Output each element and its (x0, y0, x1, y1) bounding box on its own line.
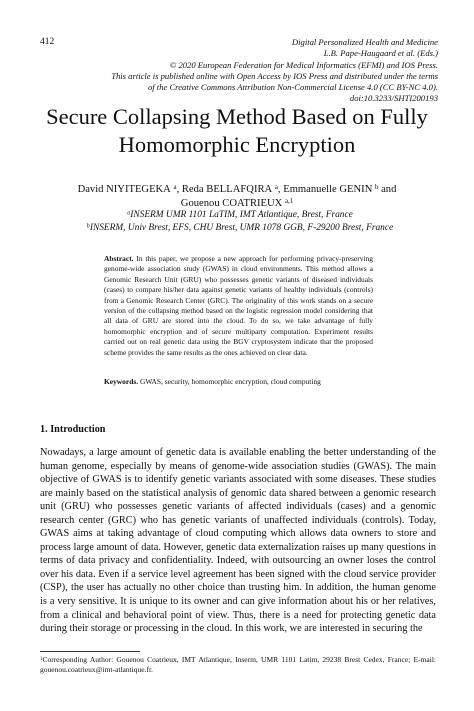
footnote (40, 655, 436, 676)
title-line: Secure Collapsing Method Based on Fully (46, 104, 428, 129)
author-affil-mark: a (173, 183, 177, 191)
header-line: doi:10.3233/SHTI200193 (349, 93, 438, 104)
author-list (40, 183, 434, 210)
affiliation-mark: a (127, 210, 131, 217)
abstract-label: Abstract. (104, 254, 134, 263)
publication-header (58, 37, 438, 105)
header-line: © 2020 European Federation for Medical Informatics (EFMI) and IOS Press. (169, 59, 438, 70)
keywords (104, 377, 384, 387)
author-affil-mark: a,1 (284, 197, 294, 205)
author-conjunction: and (378, 184, 397, 195)
header-line: L.B. Pape-Haugaard et al. (Eds.) (323, 48, 438, 59)
author-name: , Reda BELLAFQIRA (176, 184, 273, 195)
keywords-label: Keywords. (104, 377, 139, 386)
paper-title (30, 103, 444, 159)
header-line: of the Creative Commons Attribution Non-Commercial License 4.0 (CC BY-NC 4.0). (147, 82, 438, 93)
author-name: Gouenou COATRIEUX (180, 197, 283, 209)
author-line (40, 183, 434, 197)
author-line (40, 197, 434, 211)
footnote-divider (40, 651, 140, 652)
affiliation-mark: b (86, 222, 90, 229)
affiliation-text: INSERM, Univ Brest, EFS, CHU Brest, UMR 1078 GGB, F-29200 Brest, France (89, 222, 394, 233)
author-name: , Emmanuelle GENIN (277, 184, 373, 195)
author-name: David NIYITEGEKA (77, 184, 171, 195)
footnote-mark: 1 (40, 656, 43, 662)
section-heading: 1. Introduction (40, 424, 106, 435)
abstract-text: In this paper, we propose a new approach for performing privacy-preserving genome-wide association study (GWAS) in cloud environments. This method allows a Genomic Research Unit (GRU) who possesses genetic variants of diseased individuals (cases) to compare his/her data against genetic variants of healthy individuals (controls) from a Genomic Research Center (GRC). The originality of this work stands on a secure version of the collapsing method based on the logistic regression model considering that all data of GRU are stored into the cloud. To do so, we take advantage of fully homomorphic encryption and of secure multiparty computation. Experiment results carried out on real genetic data using the BGV cryptosystem indicate that the proposed scheme provides the same results as the ones achieved on clear data. (104, 254, 373, 357)
header-line: This article is published online with Open Access by IOS Press and distributed under the terms (111, 70, 438, 81)
body-paragraph: Nowadays, a large amount of genetic data is available enabling the better understanding of the human genome, especially by means of genome-wide association studies (GWAS). The main objective of GWAS is to identify genetic variants associated with some diseases. These studies are mainly based on the statistical analysis of genomic data shared between a genomic research unit (GRU) who possesses genetic variants of affected individuals (cases) and a genomic research center (GRC) who has genetic variants of unaffected individuals (controls). Today, GWAS aims at taking advantage of cloud computing which allows data owners to store and process large amount of data. However, genetic data externalization raises up many questions in terms of data privacy and confidentiality. Indeed, with outsourcing an owner loses the control over his data. Even if a service level agreement has been signed with the cloud service provider (CSP), the user has actually no other choice than trusting him. In addition, the human genome is a very sensitive. It is unique to its owner and can give information about his or her relatives, from a clinical and behavioral point of view. Thus, there is a need for protecting genetic data during their storage or processing in the cloud. In this work, we are interested in securing the (40, 447, 436, 635)
page-number: 412 (40, 37, 55, 47)
author-affil-mark: a (274, 183, 278, 191)
affiliation-line (40, 222, 440, 235)
affiliation-text: INSERM UMR 1101 LaTIM, IMT Atlantique, Brest, France (130, 210, 353, 220)
footnote-text: Corresponding Author: Gouenou Coatrieux, IMT Atlantique, Inserm, UMR 1101 Latim, 29238 Brest Cedex, France; E-mail: gouenou.coatrieux@imt-atlantique.fr. (40, 655, 436, 675)
abstract (104, 254, 373, 358)
affiliations (40, 209, 440, 234)
header-line: Digital Personalized Health and Medicine (291, 37, 438, 47)
affiliation-line (40, 209, 440, 222)
author-affil-mark: b (375, 183, 379, 191)
title-line: Homomorphic Encryption (118, 132, 356, 157)
keywords-text: GWAS, security, homomorphic encryption, cloud computing (138, 377, 321, 386)
